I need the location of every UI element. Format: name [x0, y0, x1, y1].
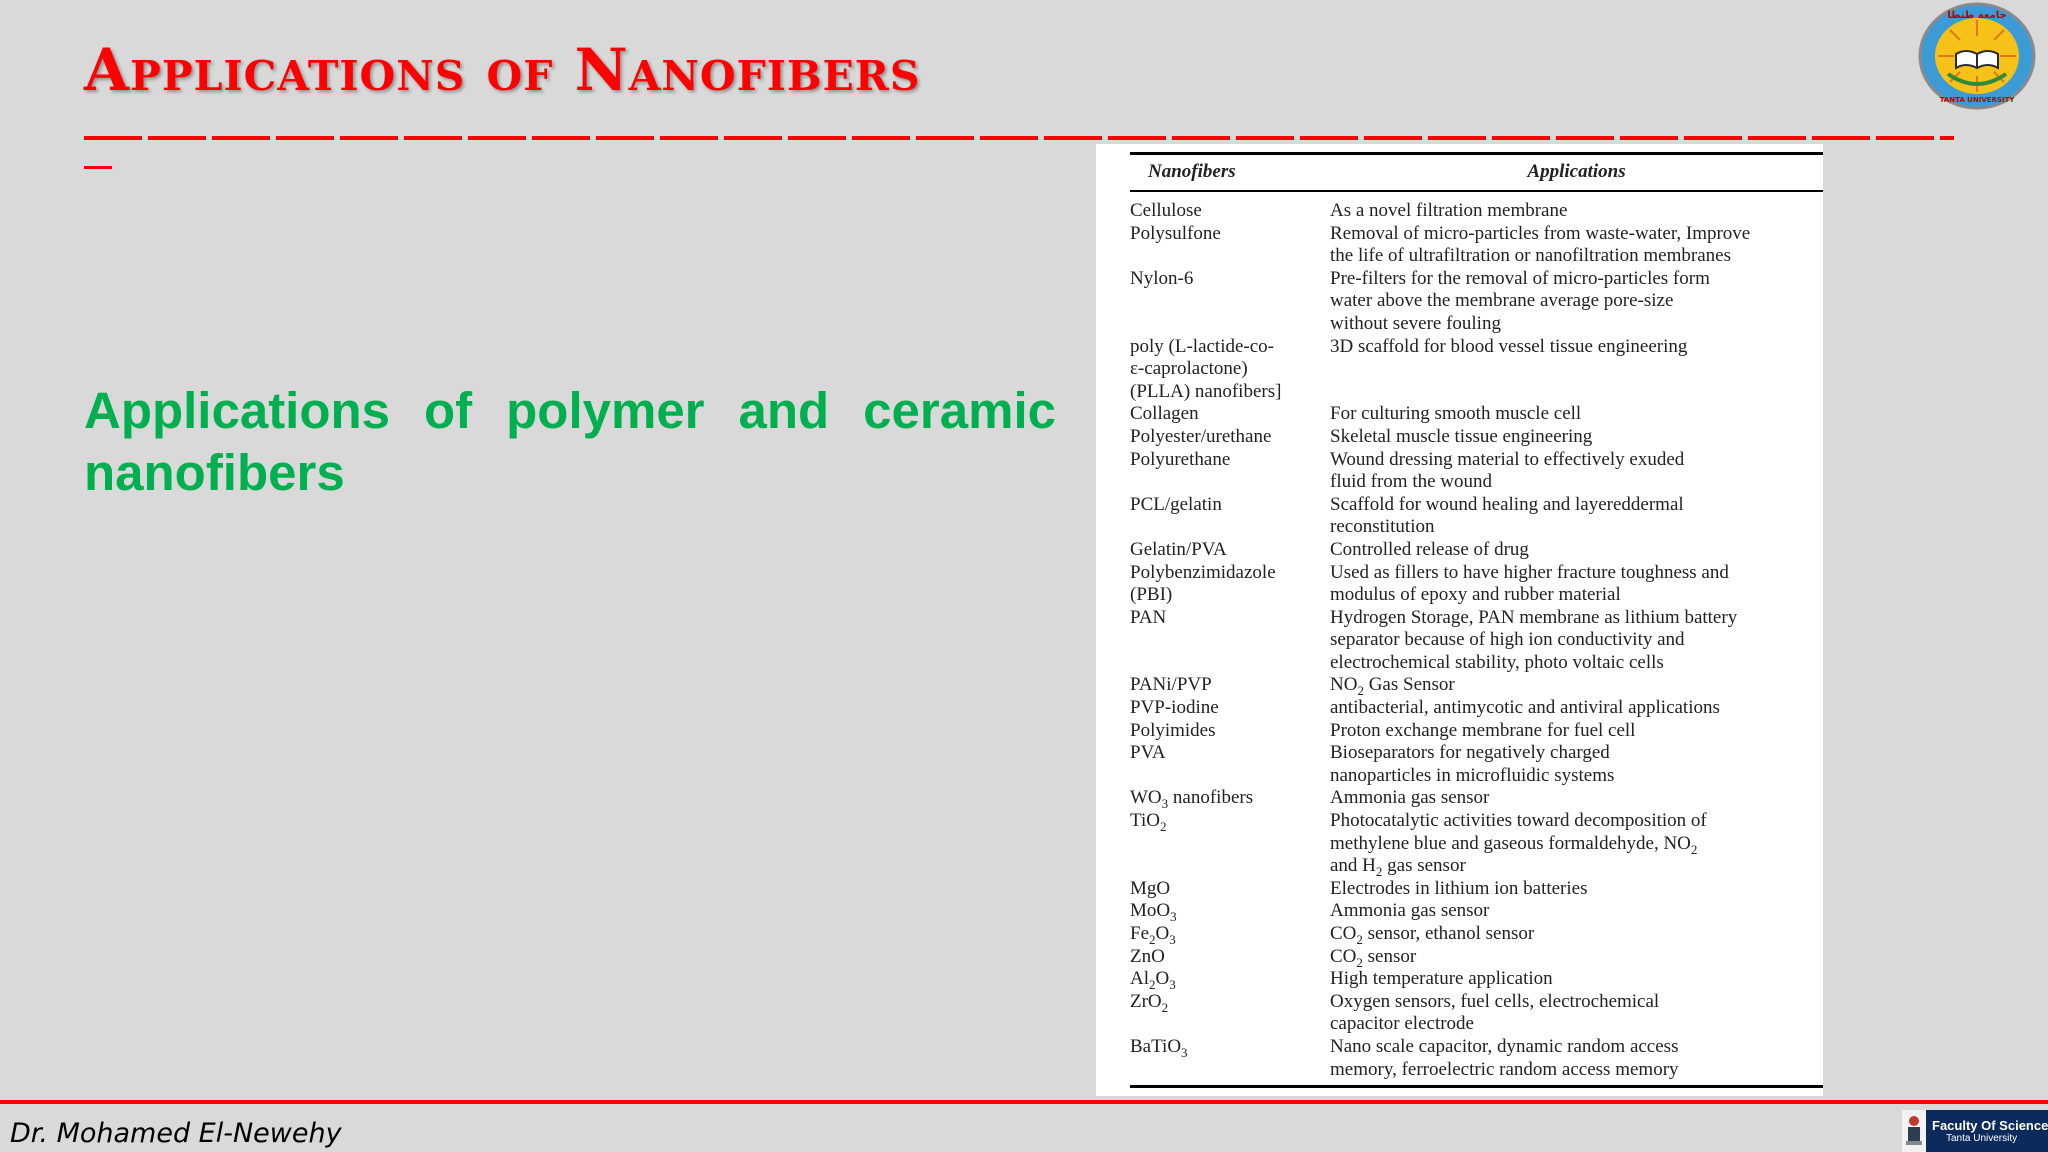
- cropped-caption: [1130, 136, 1650, 144]
- slide-title: Applications of Nanofibers: [84, 36, 921, 104]
- nanofiber-applications-table: [1130, 152, 1823, 1088]
- table-row: [1130, 697, 1823, 720]
- nanofiber-cell: PVA: [1130, 742, 1166, 764]
- faculty-name: Faculty Of Science: [1932, 1118, 2048, 1133]
- table-row: [1130, 336, 1823, 404]
- nanofiber-cell: ZrO$_2$: [1130, 990, 1169, 1015]
- application-cell: Used as fillers to have higher fracture toughness and modulus of epoxy and rubber material: [1330, 561, 1729, 606]
- table-header-row: [1130, 154, 1823, 192]
- nanofiber-cell: MoO$_3$: [1130, 900, 1177, 925]
- footer-author: Dr. Mohamed El-Newehy: [10, 1118, 342, 1149]
- nanofiber-cell: MgO: [1130, 877, 1171, 899]
- nanofiber-cell: Polysulfone: [1130, 222, 1221, 244]
- header-applications: Applications: [1330, 154, 1823, 192]
- nanofiber-cell: BaTiO$_3$: [1130, 1035, 1188, 1060]
- title-rule-tail: [84, 166, 112, 169]
- table-row: [1130, 946, 1823, 969]
- application-cell: $CO_2$ sensor: [1330, 945, 1417, 970]
- application-cell: Pre-filters for the removal of micro-particles form water above the membrane average pore-size without severe fouling: [1330, 267, 1710, 334]
- title-rule: [84, 118, 1954, 140]
- table-row: [1130, 268, 1823, 336]
- nanofiber-cell: PANi/PVP: [1130, 674, 1212, 696]
- application-cell: As a novel filtration membrane: [1330, 200, 1568, 221]
- table-row: [1130, 810, 1823, 878]
- nanofiber-cell: Gelatin/PVA: [1130, 538, 1227, 560]
- nanofiber-cell: PCL/gelatin: [1130, 493, 1222, 515]
- table-row: [1130, 607, 1823, 675]
- table-row: [1130, 968, 1823, 991]
- nanofiber-cell: ZnO: [1130, 945, 1165, 967]
- university-seal-icon: [1918, 2, 2036, 110]
- application-cell: Wound dressing material to effectively exuded fluid from the wound: [1330, 448, 1685, 493]
- application-cell: antibacterial, antimycotic and antiviral applications: [1330, 697, 1720, 719]
- table-row: [1130, 720, 1823, 743]
- application-cell: Scaffold for wound healing and layereddermal reconstitution: [1330, 493, 1684, 538]
- table-row: [1130, 923, 1823, 946]
- application-cell: Controlled release of drug: [1330, 538, 1529, 560]
- application-cell: Ammonia gas sensor: [1330, 900, 1490, 922]
- table-row: [1130, 787, 1823, 810]
- application-cell: Removal of micro-particles from waste-water, Improve the life of ultrafiltration or nanofiltration membranes: [1330, 222, 1751, 267]
- table-row: [1130, 742, 1823, 787]
- nanofiber-cell: Nylon-6: [1130, 267, 1194, 289]
- application-cell: Proton exchange membrane for fuel cell: [1330, 719, 1636, 741]
- application-cell: Hydrogen Storage, PAN membrane as lithium battery separator because of high ion conductivity and electrochemical stability, photo voltaic cells: [1330, 606, 1738, 673]
- application-cell: Electrodes in lithium ion batteries: [1330, 877, 1588, 899]
- application-cell: $NO_2$ Gas Sensor: [1330, 674, 1455, 699]
- table-row: [1130, 1036, 1823, 1087]
- application-cell: For culturing smooth muscle cell: [1330, 403, 1582, 425]
- application-cell: 3D scaffold for blood vessel tissue engineering: [1330, 335, 1688, 357]
- table-row: [1130, 539, 1823, 562]
- application-cell: Nano scale capacitor, dynamic random access memory, ferroelectric random access memory: [1330, 1035, 1679, 1080]
- table-row: [1130, 191, 1823, 223]
- table-row: [1130, 562, 1823, 607]
- application-cell: Photocatalytic activities toward decomposition of methylene blue and gaseous formaldehyde, $NO_2$ and $H_2$ gas sensor: [1330, 810, 1707, 880]
- application-cell: Ammonia gas sensor: [1330, 787, 1490, 809]
- nanofiber-cell: $Al_2O_3$: [1130, 968, 1176, 992]
- svg-text:جامعة طنطا: جامعة طنطا: [1947, 10, 2007, 21]
- table-body: [1130, 191, 1823, 1087]
- table-row: [1130, 449, 1823, 494]
- nanofiber-cell: Collagen: [1130, 403, 1199, 425]
- nanofiber-cell: poly (L-lactide-co- ε-caprolactone) (PLLA) nanofibers]: [1130, 335, 1282, 402]
- nanofiber-cell: PVP-iodine: [1130, 697, 1219, 719]
- table-row: [1130, 426, 1823, 449]
- footer-rule: [0, 1100, 2048, 1104]
- table-row: [1130, 403, 1823, 426]
- faculty-label: [1926, 1110, 2048, 1152]
- table-row: [1130, 674, 1823, 697]
- subheading: Applications of polymer and ceramic nanofibers: [84, 382, 1056, 501]
- faculty-badge: [1902, 1110, 2048, 1152]
- application-cell: $CO_2$ sensor, ethanol sensor: [1330, 923, 1535, 947]
- header-nanofibers: Nanofibers: [1130, 154, 1330, 192]
- nanofiber-cell: TiO$_2$: [1130, 810, 1167, 834]
- nanofiber-cell: Cellulose: [1130, 200, 1202, 221]
- nanofiber-cell: $Fe_2O_3$: [1130, 923, 1176, 947]
- table-row: [1130, 991, 1823, 1036]
- svg-text:TANTA UNIVERSITY: TANTA UNIVERSITY: [1939, 96, 2015, 104]
- application-cell: Bioseparators for negatively charged nanoparticles in microfluidic systems: [1330, 742, 1615, 786]
- application-cell: High temperature application: [1330, 968, 1553, 990]
- nanofiber-cell: Polybenzimidazole (PBI): [1130, 561, 1276, 606]
- table-row: [1130, 494, 1823, 539]
- nanofiber-cell: $WO_3$ nanofibers: [1130, 787, 1254, 812]
- nanofiber-cell: PAN: [1130, 606, 1167, 628]
- table-row: [1130, 223, 1823, 268]
- nanofiber-cell: Polyimides: [1130, 719, 1216, 741]
- faculty-university: Tanta University: [1946, 1133, 2018, 1144]
- application-cell: Oxygen sensors, fuel cells, electrochemical capacitor electrode: [1330, 990, 1660, 1035]
- nanofiber-cell: Polyurethane: [1130, 448, 1231, 470]
- application-cell: Skeletal muscle tissue engineering: [1330, 425, 1593, 447]
- table-row: [1130, 878, 1823, 901]
- table-row: [1130, 900, 1823, 923]
- faculty-mascot-icon: [1902, 1110, 1926, 1152]
- nanofiber-cell: Polyester/urethane: [1130, 425, 1272, 447]
